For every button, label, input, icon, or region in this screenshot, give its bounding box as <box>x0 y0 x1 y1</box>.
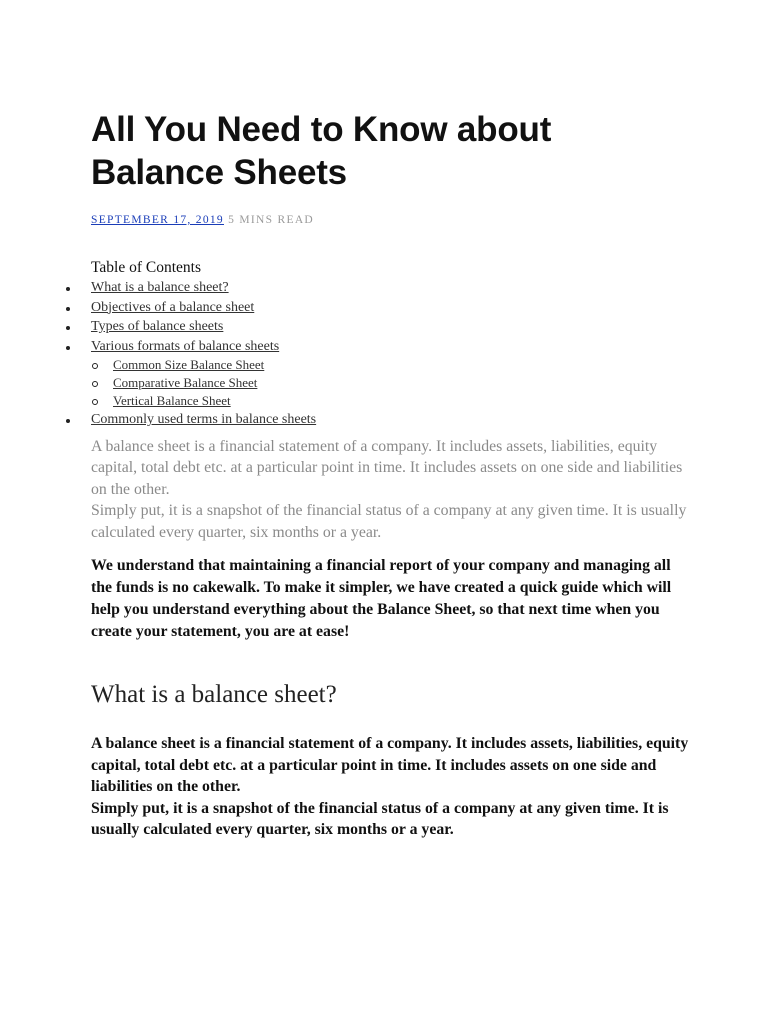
toc-item <box>91 337 691 411</box>
read-time: 5 MINS READ <box>228 214 315 226</box>
intro-summary <box>91 436 691 544</box>
toc-link-common-size[interactable]: Common Size Balance Sheet <box>113 357 265 372</box>
article-meta <box>91 212 691 228</box>
intro-paragraph: A balance sheet is a financial statement of a company. It includes assets, liabilities, equity capital, total debt etc. at a particular point in time. It includes assets on one side and liabilities on the other. <box>91 437 683 498</box>
toc-sublist <box>91 356 691 410</box>
toc-link-common-terms[interactable]: Commonly used terms in balance sheets <box>91 412 317 427</box>
toc-heading: Table of Contents <box>91 259 201 276</box>
toc-list <box>91 278 691 430</box>
toc-link-types[interactable]: Types of balance sheets <box>91 319 224 334</box>
toc-subitem <box>113 374 691 392</box>
toc-item <box>91 410 691 430</box>
section-body <box>91 733 691 841</box>
section-paragraph: A balance sheet is a financial statement of a company. It includes assets, liabilities, equity capital, total debt etc. at a particular point in time. It includes assets on one side and liabilities on the other. <box>91 735 689 795</box>
intro-paragraph: Simply put, it is a snapshot of the financial status of a company at any given time. It is usually calculated every quarter, six months or a year. <box>91 502 687 541</box>
article <box>91 108 691 841</box>
article-title: All You Need to Know about Balance Sheets <box>91 110 552 192</box>
toc-link-comparative[interactable]: Comparative Balance Sheet <box>113 375 258 390</box>
toc-link-what-is[interactable]: What is a balance sheet? <box>91 280 229 295</box>
toc-link-formats[interactable]: Various formats of balance sheets <box>91 338 280 354</box>
toc-item <box>91 317 691 337</box>
intro-lead-paragraph: We understand that maintaining a financial report of your company and managing all the funds is no cakewalk. To make it simpler, we have created a quick guide which will help you understand everything about the Balance Sheet, so that next time when you create your statement, you are at ease! <box>91 557 672 640</box>
toc-link-vertical[interactable]: Vertical Balance Sheet <box>113 393 231 408</box>
toc-item <box>91 278 691 298</box>
section-heading: What is a balance sheet? <box>91 681 337 708</box>
toc-subitem <box>113 356 691 374</box>
table-of-contents <box>91 258 691 430</box>
toc-subitem <box>113 392 691 410</box>
toc-link-objectives[interactable]: Objectives of a balance sheet <box>91 299 255 315</box>
toc-item <box>91 298 691 318</box>
section-paragraph: Simply put, it is a snapshot of the financial status of a company at any given time. It is usually calculated every quarter, six months or a year. <box>91 799 669 838</box>
article-date-link[interactable]: SEPTEMBER 17, 2019 <box>91 214 224 226</box>
